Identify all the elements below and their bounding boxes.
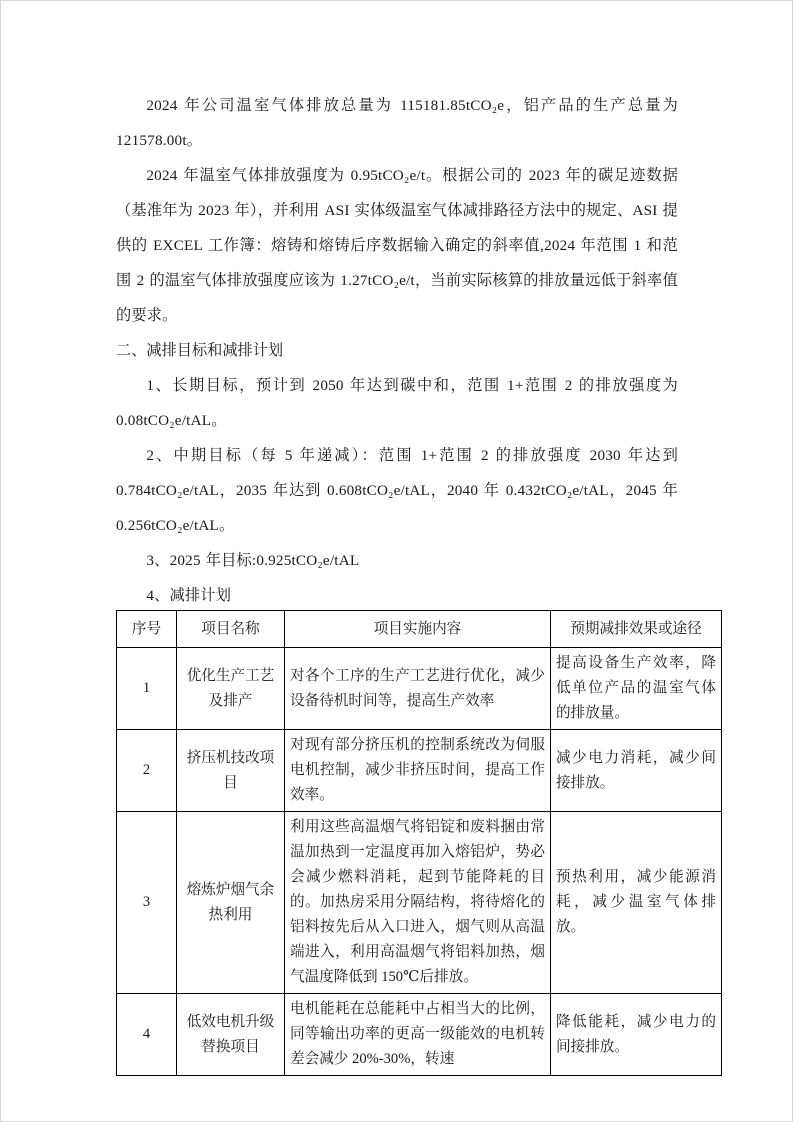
table-header-content: 项目实施内容 [285, 611, 551, 648]
goal-2025: 3、2025 年目标:0.925tCO₂e/tAL [146, 552, 360, 569]
table-header-effect: 预期减排效果或途径 [551, 611, 722, 648]
table-row [117, 730, 722, 812]
paragraph-emissions-intensity: 2024 年温室气体排放强度为 0.95tCO₂e/t。根据公司的 2023 年的碳足迹数据（基准年为 2023 年），并利用 ASI 实体级温室气体减排路径方法中的规定、ASI 提供的 EXCEL 工作簿：熔铸和熔铸后序数据输入确定的斜率值,2024 年范围 1 和范围 2 的温室气体排放强度应该为 1.27tCO₂e/t，当前实际核算的排放量远低于斜率值的要求。 [116, 167, 678, 324]
row-effect: 提高设备生产效率，降低单位产品的温室气体的排放量。 [551, 648, 722, 730]
row-effect: 降低能耗，减少电力的间接排放。 [551, 994, 722, 1076]
goal-reduction-plan-label: 4、减排计划 [146, 587, 232, 604]
row-content: 对各个工序的生产工艺进行优化，减少设备待机时间等，提高生产效率 [285, 648, 551, 730]
row-project-name: 低效电机升级替换项目 [177, 994, 285, 1076]
table-header-no: 序号 [117, 611, 177, 648]
goal-long-term: 1、长期目标，预计到 2050 年达到碳中和，范围 1+范围 2 的排放强度为 0.08tCO₂e/tAL。 [116, 377, 678, 429]
document-body [116, 88, 678, 613]
row-project-name: 挤压机技改项目 [177, 730, 285, 812]
row-no: 2 [117, 730, 177, 812]
row-content: 利用这些高温烟气将铝锭和废料捆由常温加热到一定温度再加入熔铝炉，势必会减少燃料消耗，起到节能降耗的目的。加热房采用分隔结构，将待熔化的铝料按先后从入口进入，烟气则从高温端进入，利用高温烟气将铝料加热，烟气温度降低到 150℃后排放。 [285, 812, 551, 994]
table-row [117, 812, 722, 994]
table-row [117, 994, 722, 1076]
row-project-name: 熔炼炉烟气余热利用 [177, 812, 285, 994]
row-no: 1 [117, 648, 177, 730]
table-row [117, 648, 722, 730]
reduction-plan-table [116, 610, 722, 1076]
row-content: 对现有部分挤压机的控制系统改为伺服电机控制，减少非挤压时间，提高工作效率。 [285, 730, 551, 812]
row-effect: 减少电力消耗，减少间接排放。 [551, 730, 722, 812]
row-no: 3 [117, 812, 177, 994]
row-no: 4 [117, 994, 177, 1076]
table-header-row [117, 611, 722, 648]
row-content: 电机能耗在总能耗中占相当大的比例，同等输出功率的更高一级能效的电机转差会减少 20%-30%，转速 [285, 994, 551, 1076]
row-project-name: 优化生产工艺及排产 [177, 648, 285, 730]
table-header-name: 项目名称 [177, 611, 285, 648]
section-heading-reduction-targets: 二、减排目标和减排计划 [116, 342, 284, 359]
goal-mid-term: 2、中期目标（每 5 年递减）：范围 1+范围 2 的排放强度 2030 年达到 0.784tCO₂e/tAL，2035 年达到 0.608tCO₂e/tAL，2040 年 0.432tCO₂e/tAL，2045 年 0.256tCO₂e/tAL。 [116, 447, 678, 534]
paragraph-emissions-total: 2024 年公司温室气体排放总量为 115181.85tCO₂e，铝产品的生产总量为 121578.00t。 [116, 97, 678, 149]
row-effect: 预热利用，减少能源消耗，减少温室气体排放。 [551, 812, 722, 994]
